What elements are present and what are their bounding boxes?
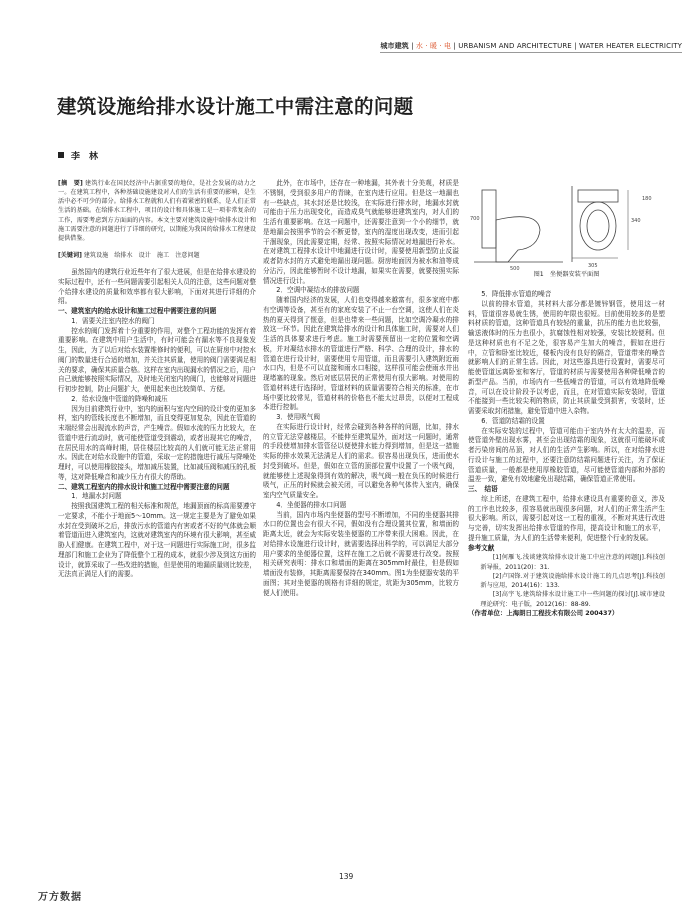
subsection-heading: 3．使用吸气阀: [276, 413, 320, 421]
figure-dim-label: 180: [642, 196, 652, 202]
header-english-2: WATER HEATER ELECTRICITY: [578, 42, 682, 50]
paragraph: 当前，国内市场内坐便器的型号不断增加，不同的坐便器其排水口的位置也会有很大不同，假如没有合理设置其位置，和墙面的距离太近，就会为实际安装坐便器的工序带来很大困难。因此，在对给排水设施进行设计时，就需要选择出科学的，可以满足大部分用户要求的坐便器位置，这样在施工之后就不需要进行改变。按照相关研究表明：排水口和墙面的距离在305mm时最佳，但是假如墙面没有装修，其距离需要保持在340mm。图1为坐便器安装的平面图；其对坐便器的规格有详细的规定，坑距为305mm，比较方便人们使用。: [263, 510, 459, 597]
paragraph: 此外，在市场中，还存在一种地漏，其外表十分美观，材质是不锈钢，受到很多用户的青睐，在室内进行应用。但是这一地漏也有一些缺点，其水封还是比较浅，在实际进行排水时，地漏水封就可能由于压力出现变化，而造成臭气就能够进建筑室内，对人们的生活有重要影响。在这一问题中，还需要注意到一个小的细节，就是地漏会按照季节的会不断更替，室内的湿度出现改变，进而引起干涸现象，因此需要定期，经常、按照实际情况对地漏进行补水。在对建筑工程排水设计中地漏进行设计时，需要使用新型防止反溢或者防水封的方式避免地漏出现问题。厨房地面因为被水和油等成分沾污，因此能够暂时不设计地漏，如果实在需要，就要按照实际情况进行设计。: [263, 179, 459, 285]
header-category: 城市建筑: [380, 42, 409, 50]
figure-dim-label: 340: [631, 218, 641, 224]
subsection-heading: 6．管道防结霜的设置: [481, 416, 545, 425]
footer-logo: 万方数据: [38, 892, 82, 903]
section-heading-1: 一、建筑室内的给水设计和施工过程中需要注意的问题: [58, 307, 217, 315]
paragraph: 因为目前建筑行业中，室内的面积与室内空间的设计变的更加多样，室内的管线长度也不断增加，而且变得更加复杂，因此在管道的末端经常会出现流水的声音，产生噪音。假如水流的压力比较大，在管道中进行流动时，就可能使管道受到震动，或者出现其它的噪音，在居民用水的高峰时期，居住楼层比较高的人们就可能无法正常用水。因此在对给水设施中的管道，采取一定的措施进行减压与降噪处理时，可以使用橡胶接头，增加减压装置，比如减压阀和减压的孔板等，这对降低噪音和减少压力有很大的帮助。: [58, 404, 256, 481]
author-name: 李 林: [71, 152, 99, 162]
reference-item: [2]卢国锋.对于建筑设施给排水设计施工的几点思考[J].科技创新与应用，2014(16)：133.: [480, 572, 665, 590]
references-title: 参考文献: [468, 543, 495, 552]
column-3: [468, 290, 665, 619]
column-1: [58, 179, 256, 580]
figure-dim-label: 500: [510, 266, 520, 272]
header-english: URBANISM AND ARCHITECTURE: [458, 42, 572, 50]
page-number: 139: [339, 872, 354, 881]
paragraph: 在实际安装的过程中，管道可能由于室内外有太大的温差，而使管道外壁出现水雾，甚至会出现结霜的现象，这就很可能破坏或者污染房间的吊顶，对人们的生活产生影响。所以，在对给排水进行设计与施工的过程中，还要注意防结霜问题进行关注，为了保证管道质量，一般都是使用厚橡胶管道，尽可能使管道内部和外部的温差一致，避免有效地避免出现结霜，确保管道正常使用。: [468, 426, 665, 484]
keywords-tag: [关键词]: [58, 251, 82, 259]
figure-toilet-plan-tank: [578, 190, 618, 202]
header-sep-2: |: [453, 42, 456, 50]
section-heading-3: 三、 结语: [468, 485, 498, 493]
paragraph: 综上所述，在建筑工程中，给排水建设具有重要的意义，涉及的工序也比较多，很容易就出现很多问题，对人们的正常生活产生很大影响。所以，需要引起对这一工程的重视，不断对其进行改进与完善，切实发挥出给排水管道的作用，提高设计和施工的水平，提升施工质量，为人们的生活带来便利，促进整个行业的发展。: [468, 494, 665, 542]
header-subcategory: 水 · 暖 · 电: [415, 42, 452, 50]
figure-dim-label: 700: [470, 216, 480, 222]
section-heading-2: 二、建筑工程室内的排水设计和施工过程中需要注意的问题: [58, 482, 230, 491]
article-title: 建筑设施给排水设计施工中需注意的问题: [57, 95, 414, 118]
subsection-heading: 1．需要关注室内控水的阀门: [71, 316, 155, 325]
column-2: [263, 179, 459, 598]
paragraph: 控水的阀门发挥着十分重要的作用，对整个工程功能的发挥有着重要影响。在建筑中用户生活中，有时可能会有漏水等不良现象发生，因此，为了以后对给水装置维修时的便利，可以在厨房中对控水阀门的数量进行合适的增加，并关注其质量，使用的阀门需要满足相关的要求，确保其质量合格。这样在室内出现漏水的情况之后，用户自己就能够按照实际情况，及时地关闭室内的阀门，也能够对问题进行初步控制，防止问题扩大，使用起来也比较简单、方便。: [58, 326, 256, 393]
figure-dim-label: 305: [588, 263, 598, 269]
reference-item: [3]高宇飞.建筑给排水设计施工中一些问题的探讨[J].城市建设理论研究：电子版，2012(16)：88-89.: [480, 591, 665, 608]
header-rule: [380, 52, 682, 53]
header-sep-1: |: [411, 42, 414, 50]
toilet-installation-figure: [468, 180, 665, 272]
figure-caption: 图1 坐便器安装平面图: [533, 271, 600, 278]
subsection-heading: 4．坐便器的排水口问题: [276, 500, 347, 509]
subsection-heading: 1．地漏水封问题: [71, 492, 122, 501]
abstract-text: 建筑行业在国民经济中占据重要的地位，是社会发展的动力之一。在建筑工程中，各种基础设施建设对人们的生活有重要的影响，是生活中必不可少的部分。给排水工程就和人们有着紧密的联系，是人们正常生活的基础。在给排水工程中，项目的设计和具体施工是一项非常复杂的工作，需要考虑到方方面面的内容。本文主要对建筑设施中给排水设计和施工需要注意的问题进行了详细的研究，以期能为我国的给排水工程建设提供借鉴。: [58, 180, 256, 242]
figure-toilet-plan-bowl: [580, 202, 616, 250]
paragraph: 按照我国建筑工程的相关标准和规范，地漏顶面的标高需要遵守一定要求，不能小于地面5～10mm。这一规定主要是为了避免如果水封在受到破坏之后，排放污水的管道内有害或者不好的气体就会顺着管道而进入建筑室内，这就对建筑室内的环境有很大影响，甚至威胁人们健康。在建筑工程中，对于这一问题进行实际施工时，很多监理部门和施工企业为了降低整个工程的成本，就很少涉及到这方面的设计，就算采取了一些改进的措施，但是使用的地漏质量则比较差，无法真正满足人们的需要。: [58, 502, 256, 579]
abstract: [58, 179, 256, 243]
subsection-heading: 5．降低排水管道的噪音: [481, 290, 552, 298]
paragraph: 以前的排水管道，其材料大部分都是镀锌钢管，使用这一材料，管道很容易就生锈，使用的年限也很短。目前使用较多的是塑料材质的管道，这种管道具有较轻的重量，抗压的能力也比较强，输送液体时的压力也很小，抗腐蚀性相对较强，安装比较便利。但是这种材质也有不足之处，很容易产生加大的噪音，假如在进行中，立管和卧室比较近，楼板内没有良好的隔音，管道带来的噪音就影响人们的正常生活。因此，对这些器具进行设置时，需要尽可能使管道远离卧室和客厅，管道的材质与需要使用各种降低噪音的新型产品。当前，市场内有一些低噪音的管道，可以有效地降低噪音，可以在设计阶段予以考虑，而且，在对管道实际安装时，管道不能接到一些比较尖利的物质，防止其质量受到损害，安装时，还需要采取封闭措施，避免管道中进入杂物。: [468, 299, 665, 415]
figure-toilet-plan-seat: [587, 210, 609, 242]
paragraph: 在实际进行设计时，经常会碰到各种各样的问题，比如，排水的立管无法穿越楼层，不能伸至建筑屋外，面对这一问题时，通常的手段使增加排水管管径以便使排水能力得到增加，但是这一措施实际的排水效果无法满足人们的需求。很容易出现负压，进而使水封受到破坏。但是，假如在立管的顶部位置中设置了一个吸气阀，就能够使上述现象得到有效的解决，吸气阀一般在负压的时候进行吸气，正压的时候就会被关闭，可以避免各种气体传入室内，确保室内空气质量安全。: [263, 422, 459, 499]
intro-paragraph: 虽然国内的建筑行业近些年有了很大进展，但是在给排水建设的实际过程中，还有一些问题需要引起相关人员的注意，这些问题对整个给排水建设的质量和效率都有很大影响，下面对其进行详细的介绍。: [58, 268, 256, 306]
figure-toilet-side-tank: [482, 190, 496, 248]
header-sep-3: |: [574, 42, 577, 50]
abstract-tag: [摘 要]: [58, 180, 83, 187]
author-affiliation: （作者单位：上海朗日工程技术有限公司 200437）: [468, 609, 619, 618]
figure-toilet-side-bowl: [496, 217, 540, 262]
keywords-text: 建筑设施 给排水 设计 施工 注意问题: [83, 251, 200, 259]
keywords: [58, 251, 256, 260]
paragraph: 随着国内经济的发展，人们也变得越来越富有，很多家庭中都有空调等设备，甚至有的家庭安装了不止一台空调，这使人们在炎热的夏天得到了惬意，但是也带来一些问题，比如空调冷凝水的排放这一环节。因此在建筑给排水的设计和具体施工时，需要对人们生活的具体要求进行考虑。施工时需要预留出一定的位置和空调板，并对凝结水排水的管道进行严格、科学、合理的设计，排水的管道在进行设计时，需要使用专用管道，而且需要引入建筑附近雨水口内，但是不可以直接和雨水口相接，这样很可能会使雨水井出现堵塞的现象。然后对底层居民的正常使用有很大影响。对使用的管道材料进行选择时，管道材料的质量需要符合相关的标准，在市场中要比较常见，管道材料的价格也不能太过昂贵，以便对工程成本进行控制。: [263, 296, 459, 412]
running-header: [380, 41, 682, 51]
reference-item: [1]何雁飞.浅谈建筑给排水设计施工中应注意的问题[J].科技创新导报，2011(20)：31.: [480, 554, 665, 571]
subsection-heading: 2．空调中凝结水的排放问题: [276, 286, 360, 295]
author-square-icon: [58, 152, 64, 158]
article-author: [58, 149, 98, 162]
subsection-heading: 2．给水设施中管道的降噪和减压: [71, 394, 168, 403]
